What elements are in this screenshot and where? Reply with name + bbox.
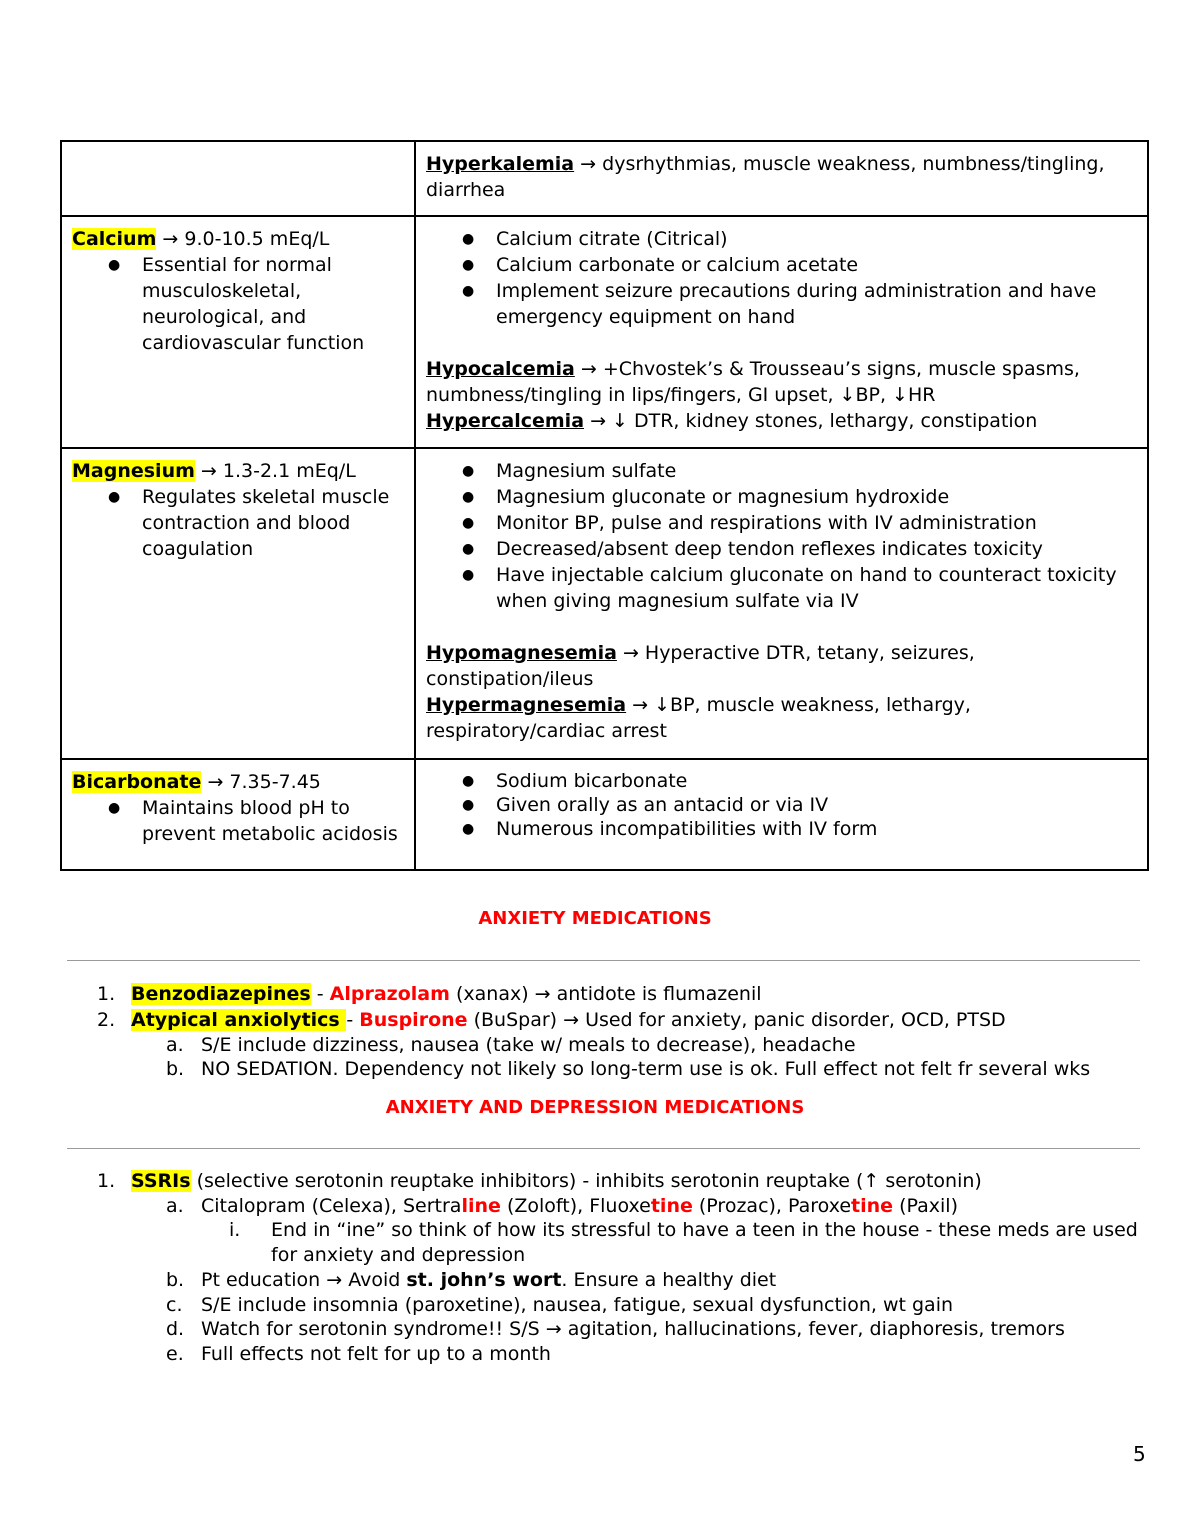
hypercalcemia-term: Hypercalcemia: [426, 410, 585, 432]
list-number: 1.: [97, 1170, 116, 1192]
list-item: ● Magnesium gluconate or magnesium hydroxide: [426, 484, 1137, 510]
calcium-cell: [61, 216, 415, 448]
text-part: Citalopram (Celexa), Sertra: [201, 1195, 462, 1217]
hypomagnesemia-term: Hypomagnesemia: [426, 642, 617, 664]
drug-note: (xanax) → antidote is flumazenil: [449, 983, 762, 1005]
separator: -: [310, 983, 330, 1005]
list-text: S/E include insomnia (paroxetine), nausea, fatigue, sexual dysfunction, wt gain: [201, 1294, 954, 1316]
calcium-range: → 9.0-10.5 mEq/L: [156, 228, 330, 250]
empty-cell: [61, 141, 415, 216]
list-item: [0, 1218, 1190, 1268]
text-part: (Zoloft), Fluoxe: [500, 1195, 651, 1217]
anxiety-depression-list: [0, 1169, 1190, 1367]
list-roman: i.: [229, 1219, 241, 1241]
list-text: Full effects not felt for up to a month: [201, 1343, 551, 1365]
suffix-highlight: line: [461, 1195, 501, 1217]
hypercalcemia-text: → ↓ DTR, kidney stones, lethargy, constipation: [584, 410, 1038, 432]
list-letter: b.: [166, 1269, 185, 1291]
list-letter: a.: [166, 1034, 184, 1056]
hypocalcemia-term: Hypocalcemia: [426, 358, 575, 380]
bicarbonate-range: → 7.35-7.45: [201, 771, 321, 793]
list-item: [0, 1033, 1190, 1057]
list-item: ● Regulates skeletal muscle contraction and blood coagulation: [72, 484, 404, 562]
list-item: [0, 1317, 1190, 1342]
list-item: [0, 1057, 1190, 1081]
potassium-effects-cell: [415, 141, 1148, 216]
magnesium-name: Magnesium: [72, 460, 195, 482]
table-row: [61, 216, 1148, 448]
list-letter: e.: [166, 1343, 184, 1365]
hypocalcemia-text: → +Chvostek’s & Trousseau’s signs, muscle spasms, numbness/tingling in lips/fingers, GI upset, ↓BP, ↓HR: [426, 358, 1080, 406]
list-letter: d.: [166, 1318, 185, 1340]
list-item: [0, 982, 1190, 1008]
list-letter: c.: [166, 1294, 183, 1316]
list-item: ● Magnesium sulfate: [426, 458, 1137, 484]
text-part: . Ensure a healthy diet: [561, 1269, 777, 1291]
list-item: [0, 1268, 1190, 1293]
hyperkalemia-term: Hyperkalemia: [426, 153, 575, 175]
list-text: S/E include dizziness, nausea (take w/ meals to decrease), headache: [201, 1034, 856, 1056]
list-number: 2.: [97, 1009, 116, 1031]
list-item: ● Monitor BP, pulse and respirations with IV administration: [426, 510, 1137, 536]
list-item: ● Calcium carbonate or calcium acetate: [426, 252, 1137, 278]
list-item: ● Maintains blood pH to prevent metabolic acidosis: [72, 795, 404, 847]
magnesium-cell: [61, 448, 415, 759]
hypermagnesemia-text: → ↓BP, muscle weakness, lethargy, respiratory/cardiac arrest: [426, 694, 971, 742]
separator: -: [346, 1009, 360, 1031]
list-item: ● Implement seizure precautions during administration and have emergency equipment on hand: [426, 278, 1137, 330]
hypomagnesemia-text: → Hyperactive DTR, tetany, seizures, constipation/ileus: [426, 642, 975, 690]
list-item: [0, 1194, 1190, 1218]
section-divider: [67, 1148, 1140, 1149]
list-item: ● Numerous incompatibilities with IV form: [426, 817, 1137, 841]
drug-name: Buspirone: [359, 1009, 468, 1031]
table-row: [61, 141, 1148, 216]
calcium-meds-cell: [415, 216, 1148, 448]
drug-class: SSRIs: [131, 1170, 191, 1192]
text-part: (Paxil): [893, 1195, 958, 1217]
calcium-name: Calcium: [72, 228, 157, 250]
anxiety-section-title: ANXIETY MEDICATIONS: [478, 908, 712, 929]
bicarbonate-cell: [61, 759, 415, 870]
hyperkalemia-text: → dysrhythmias, muscle weakness, numbness/tingling, diarrhea: [426, 153, 1105, 201]
anxiety-depression-section-title: ANXIETY AND DEPRESSION MEDICATIONS: [385, 1097, 805, 1118]
list-text: NO SEDATION. Dependency not likely so long-term use is ok. Full effect not felt fr several wks: [201, 1058, 1091, 1080]
magnesium-meds-cell: [415, 448, 1148, 759]
drug-class: Benzodiazepines: [131, 983, 311, 1005]
list-item: ● Decreased/absent deep tendon reflexes indicates toxicity: [426, 536, 1137, 562]
list-item: [0, 1169, 1190, 1194]
drug-note: (BuSpar) → Used for anxiety, panic disorder, OCD, PTSD: [467, 1009, 1006, 1031]
drug-note: (selective serotonin reuptake inhibitors) - inhibits serotonin reuptake (↑ serotonin): [190, 1170, 982, 1192]
suffix-highlight: tine: [851, 1195, 894, 1217]
list-letter: b.: [166, 1058, 185, 1080]
drug-name: Alprazolam: [329, 983, 450, 1005]
list-text: Watch for serotonin syndrome!! S/S → agitation, hallucinations, fever, diaphoresis, tremors: [201, 1318, 1065, 1340]
anxiety-list: [0, 982, 1190, 1081]
table-row: [61, 759, 1148, 870]
page-number: 5: [1133, 1442, 1146, 1466]
list-number: 1.: [97, 983, 116, 1005]
list-item: [0, 1342, 1190, 1367]
list-item: ● Essential for normal musculoskeletal, neurological, and cardiovascular function: [72, 252, 404, 356]
suffix-highlight: tine: [650, 1195, 693, 1217]
bicarbonate-meds-cell: [415, 759, 1148, 870]
list-item: ● Sodium bicarbonate: [426, 769, 1137, 793]
list-item: ● Have injectable calcium gluconate on hand to counteract toxicity when giving magnesium sulfate via IV: [426, 562, 1137, 614]
text-part: Pt education → Avoid: [201, 1269, 407, 1291]
text-part: (Prozac), Paroxe: [692, 1195, 852, 1217]
table-row: [61, 448, 1148, 759]
hypermagnesemia-term: Hypermagnesemia: [426, 694, 627, 716]
list-item: ● Calcium citrate (Citrical): [426, 226, 1137, 252]
list-item: [0, 1293, 1190, 1317]
list-item: ● Given orally as an antacid or via IV: [426, 793, 1137, 817]
list-letter: a.: [166, 1195, 184, 1217]
electrolyte-table: [60, 140, 1149, 871]
section-divider: [67, 960, 1140, 961]
drug-class: Atypical anxiolytics: [131, 1009, 347, 1031]
magnesium-range: → 1.3-2.1 mEq/L: [194, 460, 356, 482]
bicarbonate-name: Bicarbonate: [72, 771, 202, 793]
list-item: [0, 1008, 1190, 1033]
list-text: End in “ine” so think of how its stressful to have a teen in the house - these meds are used for anxiety and depression: [271, 1219, 1138, 1266]
bold-text: st. john’s wort: [406, 1269, 562, 1291]
